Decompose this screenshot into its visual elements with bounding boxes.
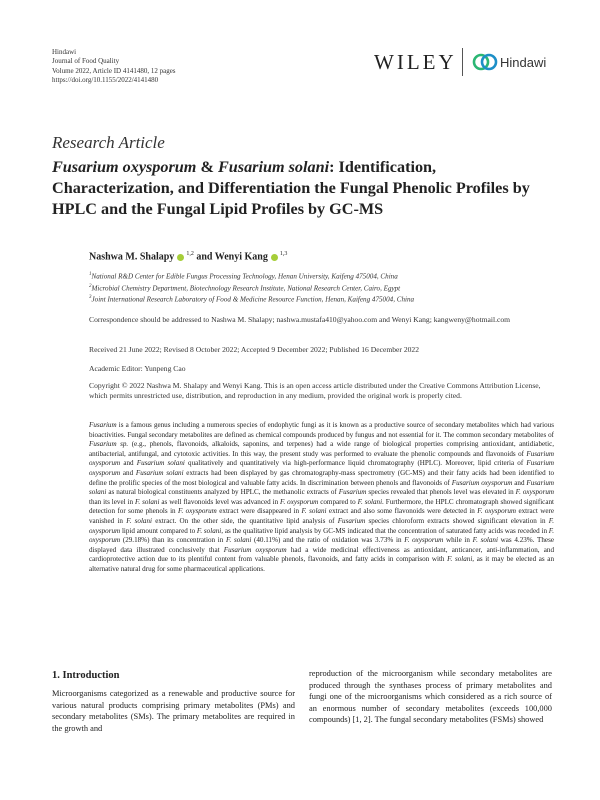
correspondence: Correspondence should be addressed to Nashwa M. Shalapy; nashwa.mustafa410@yahoo.com and Wenyi Kang; kangweny@hotmail.com bbox=[89, 315, 511, 324]
author-2-affil: 1,3 bbox=[279, 251, 288, 257]
species-name: Fusarium sp. bbox=[89, 440, 129, 449]
title-species-1: Fusarium oxysporum bbox=[52, 158, 197, 176]
publisher-name: Hindawi bbox=[52, 48, 77, 56]
species-name: F. oxysporum bbox=[280, 497, 319, 506]
article-title bbox=[52, 157, 552, 220]
species-name: Fusarium bbox=[337, 516, 366, 525]
species-name: F. solani bbox=[472, 536, 498, 545]
volume-info: Volume 2022, Article ID 4141480, 12 pages bbox=[52, 66, 176, 75]
species-name: Fusarium oxysporum bbox=[89, 459, 554, 477]
species-name: Fusarium bbox=[89, 421, 117, 429]
affiliation-3 bbox=[89, 295, 414, 303]
species-name: F. oxysporum bbox=[515, 488, 555, 497]
author-1-affil: 1,2 bbox=[186, 251, 194, 257]
species-name: F. solani bbox=[447, 555, 473, 564]
species-name: F. oxysporum bbox=[178, 507, 217, 516]
affiliation-number: 1 bbox=[89, 272, 92, 277]
abstract: Fusarium is a famous genus including a numerous species of endophytic fungi as it is known as a productive source of secondary metabolites which had various bioactivities. Fungal secondary metabolites are defined as chemical compounds produced by fungus and not essential for it. The common secondary metabolites of Fusarium sp. (e.g., phenols, flavonoids, alkaloids, saponins, and terpenes) had a wide range of biological properties comprising antioxidant, antidiabetic, antibacterial, antifungal, and cytotoxic activities. In this way, the present study was performed to evaluate the phenolic compounds and flavonoids of Fusarium oxysporum and Fusarium solani qualitatively and quantitatively via high-performance liquid chromatography (HPLC). Moreover, lipid criteria of Fusarium oxysporum and Fusarium solani extracts had been displayed by gas chromatography-mass spectrometry (GC-MS) and their fatty acids had been identified to define the prolific species of the most biological and valuable fatty acids. In discrimination between phenols and flavonoids of Fusarium oxysporum and Fusarium solani as natural biological constituents analyzed by HPLC, the methanolic extracts of Fusarium species revealed that phenols level was elevated in F. oxysporum than its level in F. solani as well flavonoids level was advanced in F. oxysporum compared to F. solani. Furthermore, the HPLC chromatograph showed significant detection for some phenols in F. oxysporum extract were disappeared in F. solani extract and also some flavonoids were detected in F. oxysporum extract were vanished in F. solani extract. On the other side, the quantitative lipid analysis of Fusarium species chloroform extracts showed significant elevation in F. oxysporum lipid amount compared to F. solani, as the qualitative lipid analysis by GC-MS indicated that the concentration of saturated fatty acids was receded in F. oxysporum (29.18%) than its concentration in F. solani (40.11%) and the ratio of oxidation was 3.73% in F. oxysporum while in F. solani was 4.23%. These displayed data illustrated conclusively that Fusarium oxysporum had a wide medicinal effectiveness as antioxidant, anticancer, anti-inflammation, and cardioprotective action due to its plentiful content from valuable phenols, flavonoids, and fatty acids in comparison with F. solani, as it may be elected as an alternative natural drug for some pharmaceutical applications. bbox=[89, 421, 555, 573]
hindawi-logo-text: Hindawi bbox=[500, 55, 547, 70]
copyright-notice: Copyright © 2022 Nashwa M. Shalapy and Wenyi Kang. This is an open access article distributed under the Creative Commons Attribution License, which permits unrestricted use, distribution, and reproduction in any medium, provided the original work is properly cited. bbox=[89, 381, 541, 400]
orcid-icon[interactable] bbox=[271, 254, 278, 261]
intro-column-1: Microorganisms categorized as a renewable and productive source for various natural products comprising primary metabolites (PMs) and secondary metabolites (SMs). The primary metabolites are required in the growth and bbox=[52, 689, 295, 733]
species-name: Fusarium solani bbox=[89, 478, 554, 497]
species-name: Fusarium solani bbox=[135, 468, 184, 477]
author-conjunction: and bbox=[193, 251, 215, 263]
author-1[interactable]: Nashwa M. Shalapy bbox=[89, 251, 175, 263]
affiliation-number: 2 bbox=[89, 284, 92, 289]
species-name: F. solani bbox=[301, 507, 327, 516]
species-name: Fusarium oxysporum bbox=[451, 478, 513, 487]
article-dates: Received 21 June 2022; Revised 8 October 2022; Accepted 9 December 2022; Published 16 December 2022 bbox=[89, 345, 420, 354]
species-name: F. solani bbox=[357, 497, 383, 506]
title-ampersand: & bbox=[196, 158, 218, 176]
author-2[interactable]: Wenyi Kang bbox=[214, 251, 268, 263]
affiliation-text: National R&D Center for Edible Fungus Processing Technology, Henan University, Kaifeng 475004, China bbox=[91, 272, 398, 281]
section-heading-introduction: 1. Introduction bbox=[52, 670, 120, 681]
academic-editor: Academic Editor: Yunpeng Cao bbox=[89, 364, 186, 373]
hindawi-logo-icon bbox=[472, 52, 498, 72]
species-name: Fusarium oxysporum bbox=[89, 449, 554, 468]
title-species-2: Fusarium solani bbox=[217, 158, 330, 176]
affiliation-text: Joint International Research Laboratory of Food & Medicine Resource Function, Henan, Kaifeng 475004, China bbox=[91, 295, 415, 304]
author-list bbox=[89, 251, 287, 262]
species-name: F. oxysporum bbox=[404, 536, 444, 545]
intro-column-2: reproduction of the microorganism while secondary metabolites are produced through the synthases process of primary metabolites and fungi one of the microorganisms which considered as a rich source of an enormous number of secondary metabolites (exceeds 100,000 compounds) [1, 2]. The fungal secondary metabolites (FSMs) showed bbox=[309, 669, 552, 724]
species-name: F. solani bbox=[226, 536, 252, 545]
species-name: F. oxysporum bbox=[89, 516, 554, 535]
logo-divider bbox=[462, 48, 463, 76]
orcid-icon[interactable] bbox=[177, 254, 184, 261]
journal-info bbox=[52, 48, 176, 85]
species-name: F. solani bbox=[134, 497, 160, 506]
species-name: F. solani bbox=[196, 526, 222, 535]
affiliation-2 bbox=[89, 284, 400, 292]
species-name: F. oxysporum bbox=[89, 526, 554, 545]
affiliation-text: Microbial Chemistry Department, Biotechnology Research Institute, National Research Center, Cairo, Egypt bbox=[91, 284, 401, 293]
article-type: Research Article bbox=[52, 133, 165, 152]
doi-link[interactable]: https://doi.org/10.1155/2022/4141480 bbox=[52, 75, 159, 84]
species-name: F. oxysporum bbox=[477, 507, 517, 516]
species-name: Fusarium solani bbox=[136, 459, 185, 468]
affiliation-1 bbox=[89, 272, 398, 280]
title-rest: : Identification, Characterization, and Differentiation the Fungal Phenolic Profiles by HPLC and the Fungal Lipid Profiles by GC-MS bbox=[52, 158, 530, 218]
species-name: F. solani bbox=[126, 516, 152, 525]
journal-name: Journal of Food Quality bbox=[52, 57, 120, 66]
wiley-logo: WILEY bbox=[374, 50, 457, 74]
affiliation-number: 3 bbox=[89, 295, 92, 300]
species-name: Fusarium oxysporum bbox=[223, 545, 287, 554]
species-name: Fusarium bbox=[338, 488, 367, 497]
